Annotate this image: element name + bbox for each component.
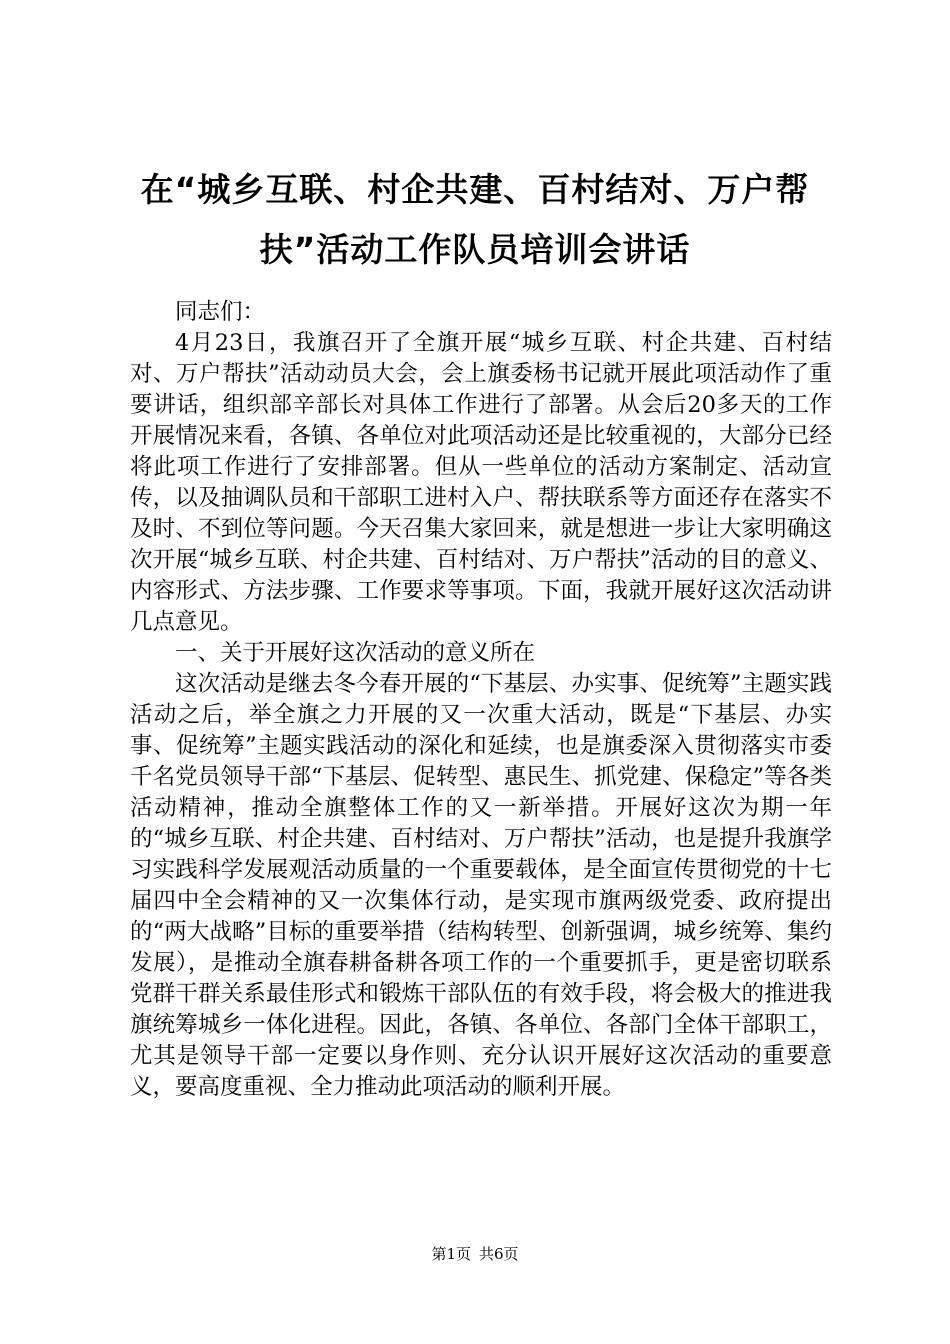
document-title: 在“城乡互联、村企共建、百村结对、万户帮扶”活动工作队员培训会讲话: [140, 170, 810, 269]
page-total: 共6页: [479, 1245, 519, 1263]
page-number: 第1页: [431, 1245, 471, 1263]
intro-paragraph: 4月23日，我旗召开了全旗开展“城乡互联、村企共建、百村结对、万户帮扶”活动动员大会，会上旗委杨书记就开展此项活动作了重要讲话，组织部辛部长对具体工作进行了部署。从会后20多天的工作开展情况来看，各镇、各单位对此项活动还是比较重视的，大部分已经将此项工作进行了安排部署。但从一些单位的活动方案制定、活动宣传，以及抽调队员和干部职工进村入户、帮扶联系等方面还存在落实不及时、不到位等问题。今天召集大家回来，就是想进一步让大家明确这次开展“城乡互联、村企共建、百村结对、万户帮扶”活动的目的意义、内容形式、方法步骤、工作要求等事项。下面，我就开展好这次活动讲几点意见。: [130, 330, 832, 635]
section-heading: 一、关于开展好这次活动的意义所在: [175, 640, 536, 666]
section-paragraph: 这次活动是继去冬今春开展的“下基层、办实事、促统筹”主题实践活动之后，举全旗之力开展的又一次重大活动，既是“下基层、办实事、促统筹”主题实践活动的深化和延续，也是旗委深入贯彻落实市委千名党员领导干部“下基层、促转型、惠民生、抓党建、保稳定”等各类活动精神，推动全旗整体工作的又一新举措。开展好这次为期一年的“城乡互联、村企共建、百村结对、万户帮扶”活动，也是提升我旗学习实践科学发展观活动质量的一个重要载体，是全面宣传贯彻党的十七届四中全会精神的又一次集体行动，是实现市旗两级党委、政府提出的“两大战略”目标的重要举措（结构转型、创新强调，城乡统筹、集约发展），是推动全旗春耕备耕各项工作的一个重要抓手，更是密切联系党群干群关系最佳形式和锻炼干部队伍的有效手段，将会极大的推进我旗统筹城乡一体化进程。因此，各镇、各单位、各部门全体干部职工，尤其是领导干部一定要以身作则、充分认识开展好这次活动的重要意义，要高度重视、全力推动此项活动的顺利开展。: [130, 671, 832, 1100]
page-footer: [0, 1244, 950, 1264]
greeting-paragraph: 同志们：: [175, 299, 266, 325]
document-body: [130, 297, 832, 1103]
